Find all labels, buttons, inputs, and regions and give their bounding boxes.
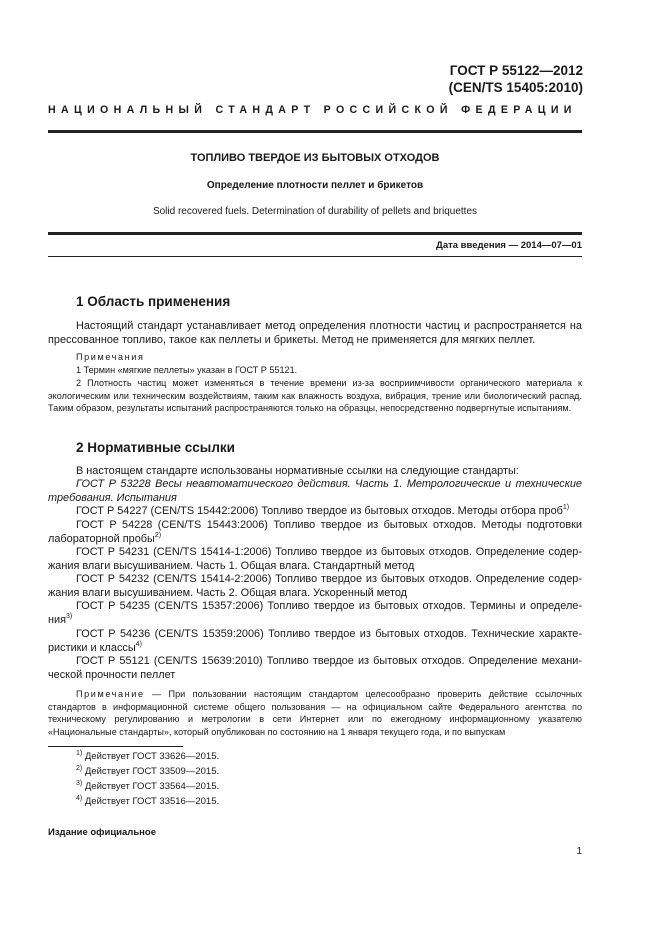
page-number: 1 <box>576 846 582 857</box>
note-text: — При пользовании настоящим стандартом целесообразно проверить действие ссылочных стандартов в информационной системе общего пользования — на официальном сайте Федерального агентства по техническому регулированию и метрологии в сети Интернет или по ежегодному информационному указателю «Национальные стандарты», который опубликован по состоянию на 1 января текущего года, и по выпускам <box>48 689 582 737</box>
reference-line: ГОСТ Р 54231 (CEN/TS 15414-1:2006) Топливо твердое из бытовых отходов. Определение содер- <box>76 546 582 558</box>
title-rule <box>48 232 582 235</box>
date-rule <box>48 256 582 257</box>
footnote-mark: 1) <box>76 750 83 757</box>
footnote-mark: 3) <box>76 780 83 787</box>
reference-line-end <box>48 533 582 547</box>
footnote-text: Действует ГОСТ 33516—2015. <box>82 796 220 807</box>
footnote-mark: 1) <box>562 504 570 511</box>
notes-label-text: Примечания <box>76 352 145 362</box>
reference-line: жания влаги высушиванием. Часть 1. Общая влага. Стандартный метод <box>48 559 415 572</box>
references-note <box>48 688 582 738</box>
footnote-rule <box>48 746 183 747</box>
footnote-text: Действует ГОСТ 33564—2015. <box>82 781 220 792</box>
reference-line: ческой прочности пеллет <box>48 668 176 681</box>
footnote-1 <box>76 751 219 762</box>
references-intro: В настоящем стандарте использованы нормативные ссылки на следующие стандарты: <box>76 465 519 477</box>
section-2-heading: 2 Нормативные ссылки <box>76 440 235 455</box>
reference-line: ГОСТ Р 54232 (CEN/TS 15414-2:2006) Топливо твердое из бытовых отходов. Определение содер- <box>76 573 582 585</box>
reference-line: ГОСТ Р 54235 (CEN/TS 15357:2006) Топливо твердое из бытовых отходов. Термины и определе- <box>76 600 582 612</box>
footnote-mark: 4) <box>76 795 83 802</box>
footnote-mark: 2) <box>76 765 83 772</box>
reference-line: ГОСТ Р 55121 (CEN/TS 15639:2010) Топливо твердое из бытовых отходов. Определение механи- <box>76 655 582 667</box>
footnote-4 <box>76 796 219 807</box>
introduction-date: Дата введения — 2014—07—01 <box>436 240 582 251</box>
reference-line-end <box>48 642 582 656</box>
reference-line: ГОСТ Р 53228 Весы неавтоматического действия. Часть 1. Метрологические и технические <box>76 478 582 490</box>
reference-line-end <box>48 614 582 628</box>
footnote-text: Действует ГОСТ 33509—2015. <box>82 766 220 777</box>
reference-text: ристики и классы <box>48 641 136 654</box>
reference-text: лабораторной пробы <box>48 532 155 545</box>
document-subtitle: Определение плотности пеллет и брикетов <box>206 180 424 191</box>
reference-gost-54227 <box>76 505 569 517</box>
footnote-text: Действует ГОСТ 33626—2015. <box>82 751 220 762</box>
reference-line: ГОСТ Р 54228 (CEN/TS 15443:2006) Топливо твердое из бытовых отходов. Методы подготовки <box>76 519 582 531</box>
footnote-3 <box>76 781 219 792</box>
reference-line: требования. Испытания <box>48 491 177 504</box>
reference-text: ГОСТ Р 54227 (CEN/TS 15442:2006) Топливо твердое из бытовых отходов. Методы отбора проб <box>76 505 563 517</box>
section-1-paragraph: Настоящий стандарт устанавливает метод определения плотности частиц и распространяется на прессованное топливо, такое как пеллеты и брикеты. Метод не применяется для мягких пеллет. <box>48 320 582 346</box>
footnote-2 <box>76 766 219 777</box>
reference-gost-53228 <box>48 478 582 505</box>
header-rule <box>48 130 582 133</box>
reference-line: ГОСТ Р 54236 (CEN/TS 15359:2006) Топливо твердое из бытовых отходов. Технические характе- <box>76 628 582 640</box>
reference-gost-54231 <box>48 546 582 573</box>
reference-gost-54236 <box>48 628 582 655</box>
footnote-mark: 2) <box>154 531 162 539</box>
reference-line: жания влаги высушиванием. Часть 2. Общая влага. Ускоренный метод <box>48 586 408 599</box>
reference-gost-55121 <box>48 655 582 682</box>
reference-text: ния <box>48 613 66 626</box>
document-title: ТОПЛИВО ТВЕРДОЕ ИЗ БЫТОВЫХ ОТХОДОВ <box>190 152 440 164</box>
footnote-mark: 4) <box>135 640 142 648</box>
reference-gost-54232 <box>48 573 582 600</box>
notes-label <box>76 351 145 364</box>
note-1: 1 Термин «мягкие пеллеты» указан в ГОСТ Р 55121. <box>76 365 298 375</box>
document-title-english: Solid recovered fuels. Determination of durability of pellets and briquettes <box>152 206 478 217</box>
note-label: Примечание <box>76 689 145 699</box>
reference-gost-54235 <box>48 600 582 627</box>
standard-code: ГОСТ Р 55122—2012 <box>449 63 583 78</box>
national-standard-banner: НАЦИОНАЛЬНЫЙ СТАНДАРТ РОССИЙСКОЙ ФЕДЕРАЦИИ <box>48 104 577 116</box>
note-2: 2 Плотность частиц может изменяться в течение времени из-за восприимчивости органического материала к экологическим или техническим воздействиям, таким как влажность воздуха, вибрация, трение или биологический распад. Таким образом, результаты испытаний распространяются только на образцы, непосредственно подвергнутые испытаниям. <box>48 378 582 414</box>
footnote-mark: 3) <box>66 612 73 620</box>
section-1-heading: 1 Область применения <box>76 294 231 309</box>
reference-gost-54228 <box>48 519 582 546</box>
standard-code-en: (CEN/TS 15405:2010) <box>448 80 583 95</box>
official-edition-label: Издание официальное <box>48 827 156 838</box>
